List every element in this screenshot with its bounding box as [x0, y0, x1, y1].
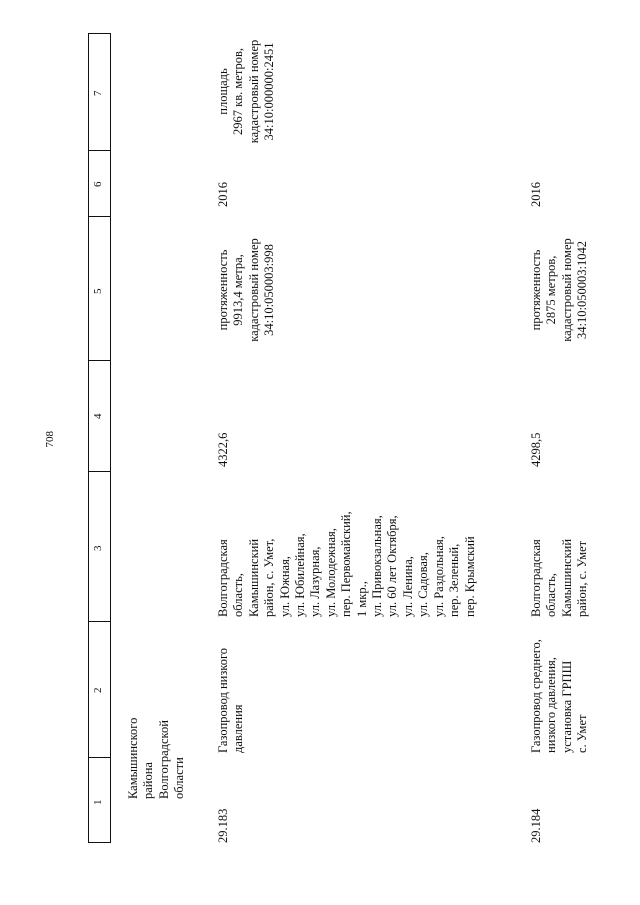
year-cell: 2016 [216, 182, 230, 207]
cost-cell: 4322,6 [216, 432, 230, 467]
column-number-6: 6 [92, 181, 104, 187]
column-number-7: 7 [92, 90, 104, 96]
column-divider [88, 150, 111, 151]
column-divider [88, 471, 111, 472]
column-divider [88, 33, 111, 34]
cost-cell: 4298,5 [529, 432, 543, 467]
column-divider [88, 757, 111, 758]
address-cell: Волгоградская область, Камышинский район, с. Умет, ул. Южная, ул. Юбилейная, ул. Лазурная, ул. Молодежная, пер. Первомайский, 1 мкр., ул. Привокзальная, ул. 60 лет Октября, ул. Ленина, ул. Садовая, ул. Раздольная, пер. Зеленый, пер. Крымский [216, 511, 477, 617]
column-divider [88, 360, 111, 361]
column-number-5: 5 [92, 288, 104, 294]
year-cell: 2016 [529, 182, 543, 207]
length-cadastral-cell: протяженность 9913,4 метра, кадастровый номер 34:10:050003:998 [216, 238, 277, 342]
column-number-2: 2 [92, 687, 104, 693]
length-cadastral-cell: протяженность 2875 метров, кадастровый номер 34:10:050003:1042 [529, 238, 590, 342]
column-number-4: 4 [92, 413, 104, 419]
row-number: 29.184 [529, 808, 543, 843]
object-name-cell: Газопровод среднего, низкого давления, установка ГРПШ с. Умет [529, 639, 590, 753]
address-cell: Волгоградская область, Камышинский район, с. Умет [529, 538, 590, 617]
column-divider [88, 621, 111, 622]
land-plot-cell: площадь 2967 кв. метров, кадастровый номер 34:10:000000:2451 [216, 39, 277, 144]
column-number-1: 1 [92, 799, 104, 805]
page-number: 708 [44, 431, 56, 448]
column-divider [88, 216, 111, 217]
column-number-3: 3 [92, 545, 104, 551]
header-top-rule [88, 33, 89, 843]
header-bottom-rule [110, 33, 111, 843]
row-number: 29.183 [216, 808, 230, 843]
column-divider [88, 842, 111, 843]
continuation-name-cell: Камышинского района Волгоградской области [126, 717, 187, 799]
rotated-table: 1 2 3 4 5 6 7 Камышинского района Волгоградской области 29.183 Газопровод низкого давления Волгоградская область, Камышинский район, с. Умет, ул. Южная, ул. Юбилейная, ул. Лазурная, ул. Молодежная, пер. Первомайский, 1 мкр., ул. Привокзальная, ул. 60 лет Октября, ул. Ленина, ул. Садовая, ул. Раздольная, пер. Зеленый, пер. Крымский 4322,6 протяженность 9913,4 метра, кадастровый номер 34:10:050003:998 2016 площадь 2967 кв. метров, кадастровый номер 34:10:000000:2451 29.184 Газопровод среднего, низкого давления, установка ГРПШ с. Умет Волгоградская область, Камышинский район, с. Умет 4298,5 протяженность 2875 метров, кадастровый номер 34:10:050003:1042 2016 [88, 33, 593, 843]
